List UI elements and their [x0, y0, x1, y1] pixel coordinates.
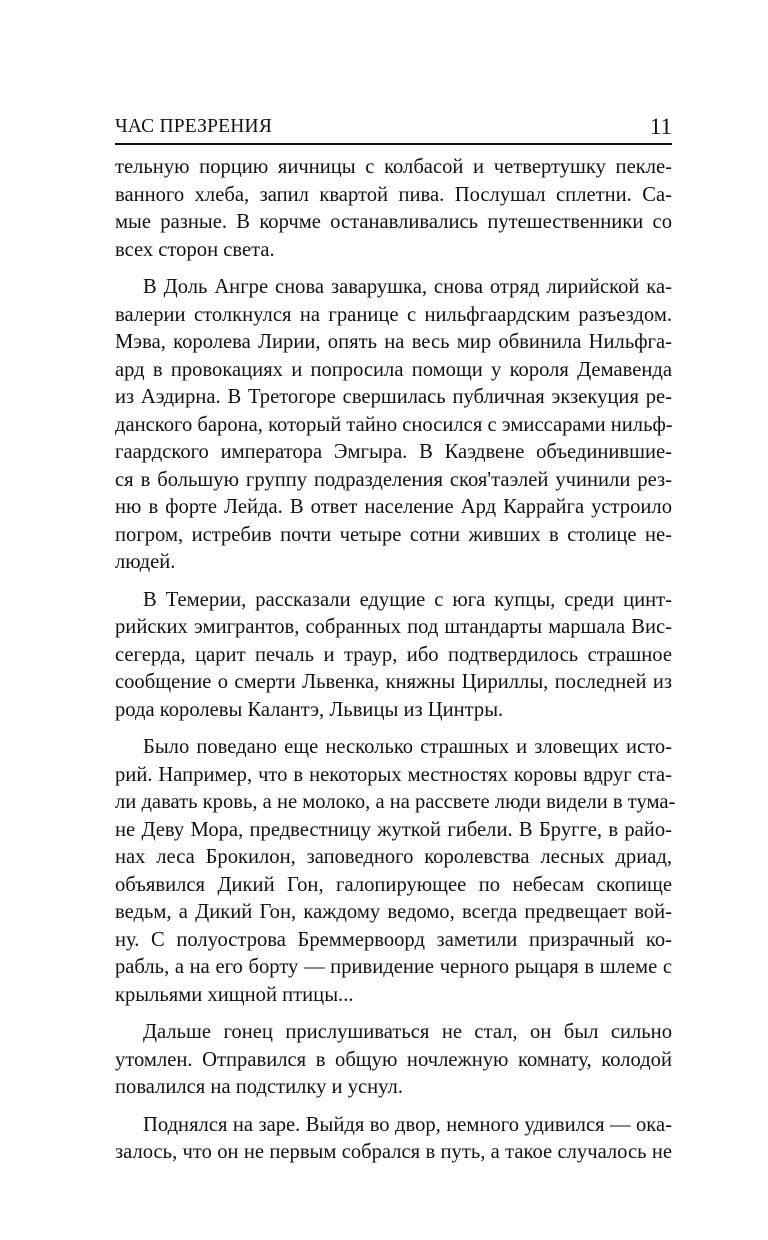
book-page [115, 0, 676, 1240]
paragraph [115, 274, 672, 577]
text-line: рий. Например, что в некоторых местностях коровы вдруг ста- [115, 763, 672, 786]
text-line: валерии столкнулся на границе с нильфгаардским разъездом. [115, 303, 672, 326]
text-line: погром, истребив почти четыре сотни живших в столице не- [115, 523, 672, 546]
text-line: ну. С полуострова Бреммервоорд заметили призрачный ко- [115, 928, 672, 951]
running-header [115, 116, 672, 146]
text-line: ся в большую группу подразделения скоя'таэлей учинили рез- [115, 468, 672, 491]
header-rule [115, 143, 672, 145]
text-line: гаардского императора Эмгыра. В Каэдвене объединившие- [115, 441, 672, 463]
page-number: 11 [649, 114, 672, 139]
text-line: утомлен. Отправился в общую ночлежную комнату, колодой [115, 1048, 672, 1071]
text-line: ард в провокациях и попросила помощи у короля Демавенда [115, 358, 672, 381]
text-line: рода королевы Калантэ, Львицы из Цинтры. [115, 698, 504, 721]
text-line: Дальше гонец прислушиваться не стал, он был сильно [143, 1021, 672, 1043]
body-text [115, 154, 676, 1177]
text-line: не Деву Мора, предвестницу жуткой гибели. В Бругге, в райо- [115, 818, 672, 841]
text-line: нах леса Брокилон, заповедного королевства лесных дриад, [115, 846, 672, 868]
text-line: тельную порцию яичницы с колбасой и четвертушку пекле- [115, 156, 672, 178]
text-line: Было поведано еще несколько страшных и зловещих исто- [143, 736, 672, 758]
paragraph [115, 1019, 672, 1102]
text-line: рийских эмигрантов, собранных под штандарты маршала Вис- [115, 616, 672, 638]
text-line: из Аэдирна. В Третогоре свершилась публичная экзекуция ре- [115, 386, 672, 408]
text-line: данского барона, который тайно сносился с эмиссарами нильф- [115, 413, 673, 436]
text-line: повалился на подстилку и уснул. [115, 1076, 403, 1098]
text-line: Поднялся на заре. Выйдя во двор, немного удивился — ока- [143, 1113, 672, 1136]
text-line: ванного хлеба, запил квартой пива. Послушал сплетни. Са- [115, 183, 672, 206]
text-line: В Темерии, рассказали едущие с юга купцы, среди цинт- [143, 588, 672, 611]
paragraph [115, 154, 672, 264]
text-line: сегерда, царит печаль и траур, ибо подтвердилось страшное [115, 643, 672, 666]
text-line: ведьм, а Дикий Гон, каждому ведомо, всегда предвещает вой- [115, 901, 672, 923]
text-line: Мэва, королева Лирии, опять на весь мир обвинила Нильфга- [115, 331, 672, 353]
paragraph [115, 734, 676, 1009]
paragraph [115, 1112, 672, 1167]
paragraph [115, 587, 672, 725]
text-line: ли давать кровь, а не молоко, а на рассвете люди видели в тума- [115, 791, 676, 813]
running-title: ЧАС ПРЕЗРЕНИЯ [115, 116, 273, 137]
text-line: рабль, а на его борту — привидение черного рыцаря в шлеме с [115, 956, 672, 978]
text-line: залось, что он не первым собрался в путь, а такое случалось не [115, 1141, 672, 1163]
text-line: всех сторон света. [115, 238, 275, 261]
text-line: людей. [115, 551, 176, 573]
text-line: сообщение о смерти Львенка, княжны Цириллы, последней из [115, 671, 672, 693]
text-line: объявился Дикий Гон, галопирующее по небесам скопище [115, 873, 672, 896]
text-line: крыльями хищной птицы... [115, 983, 354, 1006]
text-line: мые разные. В корчме останавливались путешественники со [115, 211, 672, 233]
text-line: В Доль Ангре снова заварушка, снова отряд лирийской ка- [143, 276, 672, 298]
text-line: ню в форте Лейда. В ответ население Ард Каррайга устроило [115, 496, 672, 518]
